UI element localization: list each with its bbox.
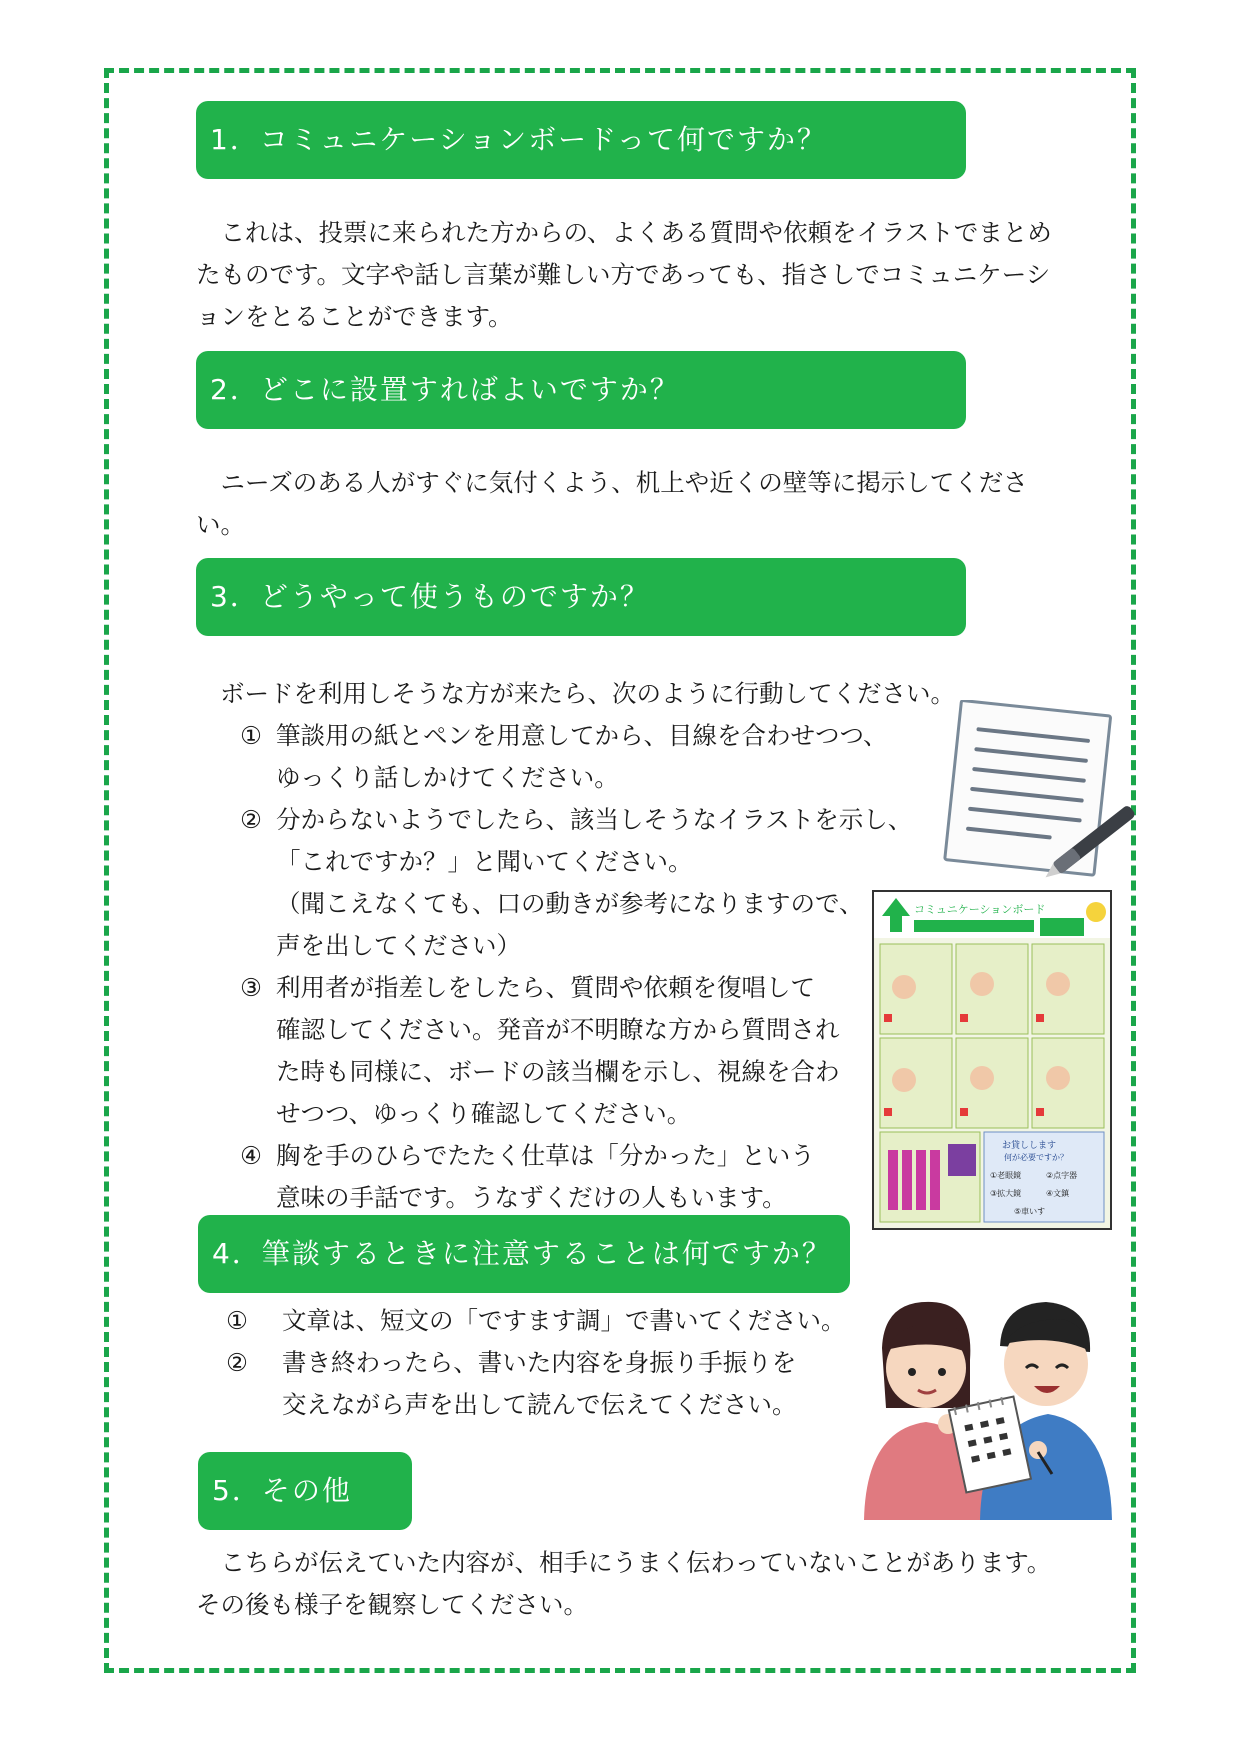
board-item: ④文鎮 <box>1046 1189 1070 1198</box>
section-2-heading: 2．どこに設置すればよいですか？ <box>196 351 966 429</box>
section-5-line: その後も様子を観察してください。 <box>196 1590 588 1619</box>
step-line: ③ 利用者が指差しをしたら、質問や依頼を復唱して <box>240 967 912 1009</box>
board-item: ⑤車いす <box>1014 1207 1046 1216</box>
step-number: ① <box>226 1306 248 1335</box>
step-line: 確認してください。発音が不明瞭な方から質問され <box>276 1015 840 1044</box>
section-4-steps <box>226 1300 846 1426</box>
section-1-line: これは、投票に来られた方からの、よくある質問や依頼をイラストでまとめ <box>196 218 1052 247</box>
step-number: ④ <box>240 1141 262 1170</box>
step-line: ② 分からないようでしたら、該当しそうなイラストを示し、 <box>240 799 912 841</box>
board-item: ③拡大鏡 <box>990 1189 1022 1198</box>
board-title: コミュニケーションボード <box>914 903 1046 916</box>
section-1-line: ョンをとることができます。 <box>196 302 513 331</box>
step-line: 声を出してください） <box>276 931 521 960</box>
two-people-illustration <box>852 1290 1112 1520</box>
section-5-heading: 5．その他 <box>198 1452 412 1530</box>
step-line: ④ 胸を手のひらでたたく仕草は「分かった」という <box>240 1135 912 1177</box>
step-number: ① <box>240 721 262 750</box>
step-line: （聞こえなくても、口の動きが参考になりますので、 <box>276 889 864 918</box>
board-item: ②点字器 <box>1046 1171 1078 1180</box>
board-item: ①老眼鏡 <box>990 1171 1022 1180</box>
board-lend-label: お貸しします <box>1002 1141 1057 1151</box>
section-2-line: い。 <box>196 510 245 539</box>
step-number: ② <box>240 805 262 834</box>
section-1-heading: 1．コミュニケーションボードって何ですか？ <box>196 101 966 179</box>
step-line: 意味の手話です。うなずくだけの人もいます。 <box>276 1183 787 1212</box>
section-3-heading: 3．どうやって使うものですか？ <box>196 558 966 636</box>
step-number: ③ <box>240 973 262 1002</box>
step-number: ② <box>226 1348 248 1377</box>
communication-board-image <box>872 890 1112 1230</box>
paper-pen-illustration <box>935 700 1135 880</box>
step-line: 交えながら声を出して読んで伝えてください。 <box>282 1390 797 1419</box>
step-line: ① 筆談用の紙とペンを用意してから、目線を合わせつつ、 <box>240 715 912 757</box>
step-line: た時も同様に、ボードの該当欄を示し、視線を合わ <box>276 1057 840 1086</box>
section-5-body <box>196 1542 1051 1626</box>
section-3-intro: ボードを利用しそうな方が来たら、次のように行動してください。 <box>220 679 955 708</box>
section-2-body <box>196 462 1028 546</box>
step-line: ① 文章は、短文の「ですます調」で書いてください。 <box>226 1300 846 1342</box>
section-3-steps <box>240 715 912 1219</box>
section-1-body <box>196 212 1052 338</box>
section-2-line: ニーズのある人がすぐに気付くよう、机上や近くの壁等に掲示してくださ <box>196 468 1028 497</box>
board-lend-question: 何が必要ですか？ <box>1004 1153 1068 1162</box>
section-5-line: こちらが伝えていた内容が、相手にうまく伝わっていないことがあります。 <box>196 1548 1052 1577</box>
step-line: ゆっくり話しかけてください。 <box>276 763 619 792</box>
section-4-heading: 4．筆談するときに注意することは何ですか？ <box>198 1215 850 1293</box>
step-line: 「これですか？」と聞いてください。 <box>276 847 693 876</box>
step-line: せつつ、ゆっくり確認してください。 <box>276 1099 692 1128</box>
section-1-line: たものです。文字や話し言葉が難しい方であっても、指さしでコミュニケーシ <box>196 260 1051 289</box>
step-line: ② 書き終わったら、書いた内容を身振り手振りを <box>226 1342 846 1384</box>
